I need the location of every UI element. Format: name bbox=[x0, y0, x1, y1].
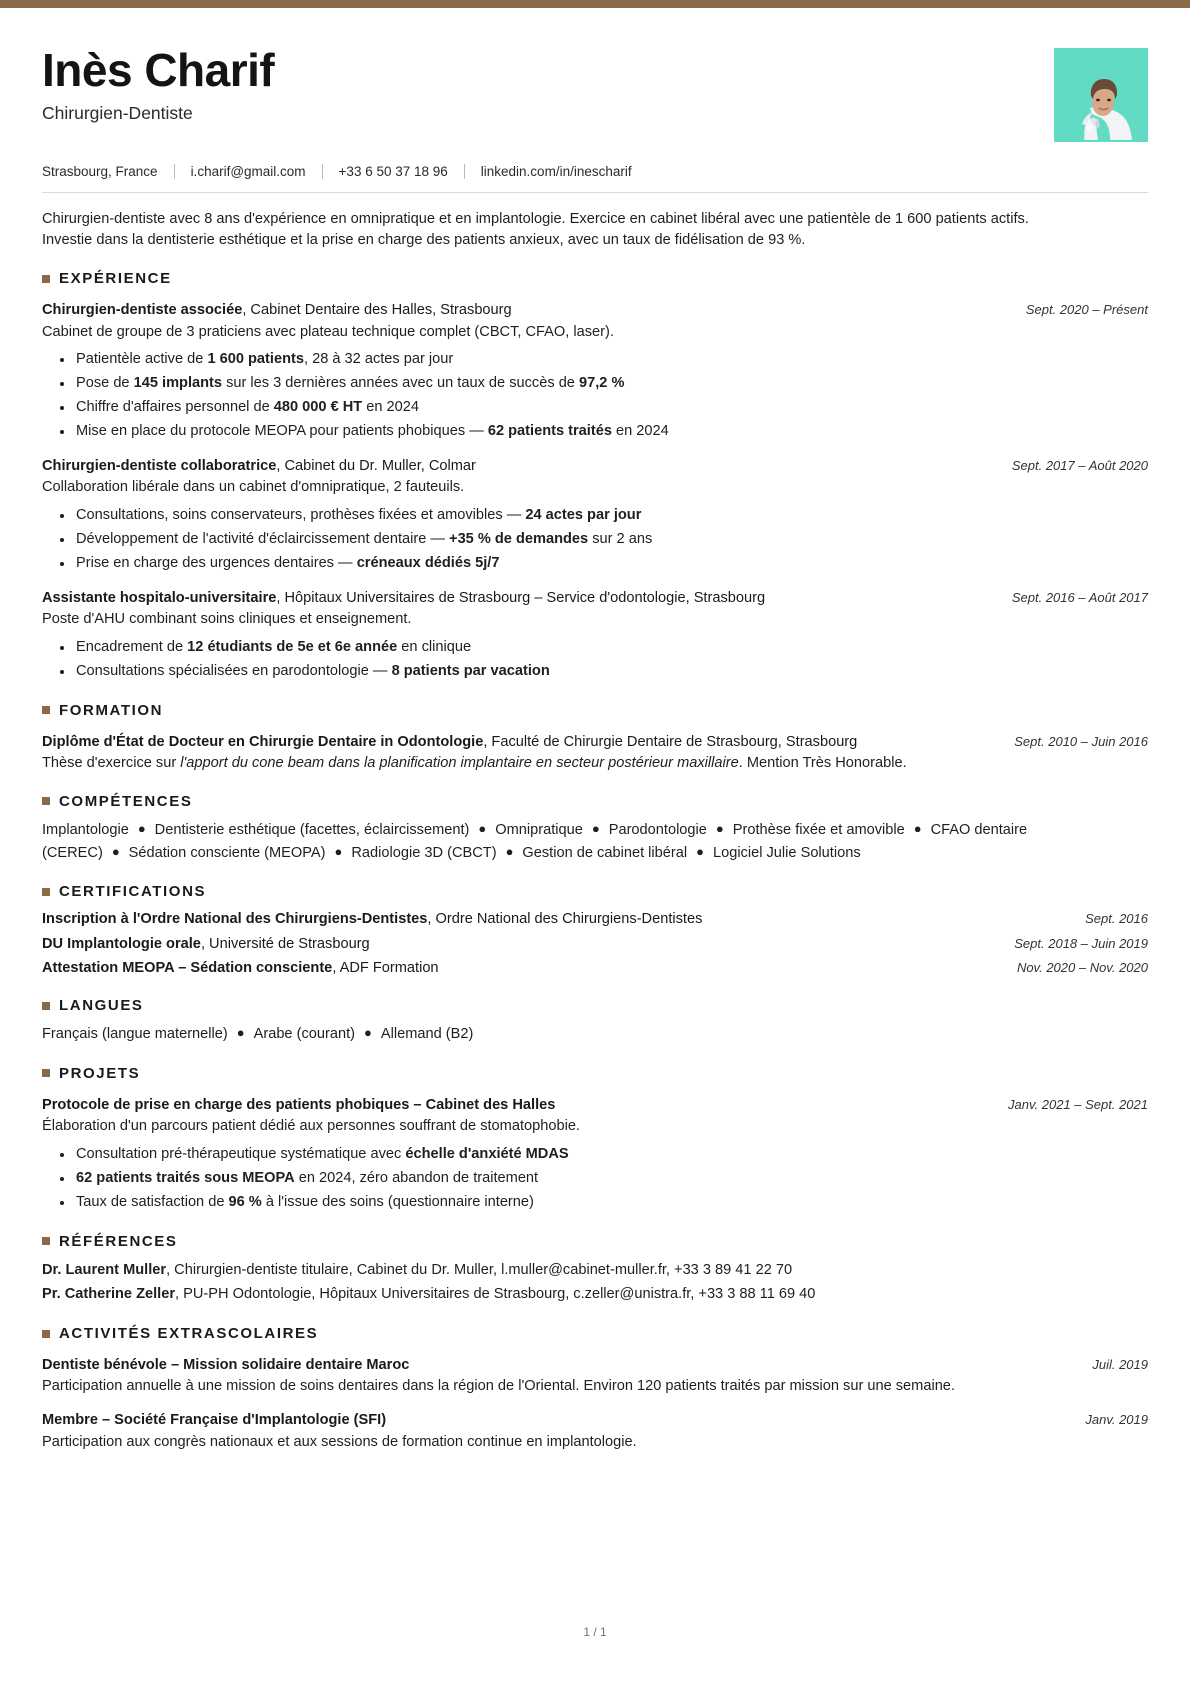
entry-org: , Hôpitaux Universitaires de Strasbourg – Service d'odontologie, Strasbourg bbox=[276, 589, 766, 606]
section-heading-extracurricular bbox=[42, 1325, 1148, 1342]
reference-details: , PU-PH Odontologie, Hôpitaux Universitaires de Strasbourg, c.zeller@unistra.fr, +33 3 88 11 69 40 bbox=[175, 1286, 816, 1303]
list-item: 62 patients traités sous MEOPA en 2024, zéro abandon de traitement bbox=[76, 1168, 1148, 1190]
section-heading-projects bbox=[42, 1065, 1148, 1082]
certification-row bbox=[42, 909, 1148, 929]
experience-entry bbox=[42, 300, 1148, 443]
certification-row bbox=[42, 934, 1148, 954]
contact-divider bbox=[174, 164, 175, 179]
list-item: Taux de satisfaction de 96 % à l'issue des soins (questionnaire interne) bbox=[76, 1192, 1148, 1214]
list-item: Prise en charge des urgences dentaires — créneaux dédiés 5j/7 bbox=[76, 553, 1148, 575]
section-heading-languages bbox=[42, 997, 1148, 1014]
entry-org: , Cabinet du Dr. Muller, Colmar bbox=[276, 458, 476, 475]
entry-header bbox=[42, 1355, 1148, 1375]
experience-entry bbox=[42, 588, 1148, 683]
certification-date: Sept. 2016 bbox=[1085, 911, 1148, 927]
dot-list-item: Implantologie bbox=[42, 821, 129, 838]
entry-date: Sept. 2017 – Août 2020 bbox=[1011, 458, 1148, 474]
professional-summary: Chirurgien-dentiste avec 8 ans d'expérience en omnipratique et en implantologie. Exercice en cabinet libéral avec une patientèle de 1 600 patients actifs. Investie dans la dentisterie esthétique et la prise en charge des patients anxieux, avec un taux de fidélisation de 93 %. bbox=[42, 211, 1029, 249]
project-title bbox=[42, 1095, 555, 1115]
thesis-suffix: . Mention Très Honorable. bbox=[738, 755, 907, 772]
dot-separator-icon: ● bbox=[111, 843, 120, 859]
section-skills bbox=[42, 793, 1148, 864]
entry-title bbox=[42, 732, 857, 752]
entry-header bbox=[42, 1095, 1148, 1115]
dot-list-item: Logiciel Julie Solutions bbox=[712, 844, 861, 861]
entry-description: Poste d'AHU combinant soins cliniques et enseignement. bbox=[42, 611, 412, 628]
certification-issuer: , ADF Formation bbox=[332, 959, 439, 976]
certification-title bbox=[42, 909, 702, 929]
entry-header bbox=[42, 732, 1148, 752]
dot-list-item: Sédation consciente (MEOPA) bbox=[128, 844, 326, 861]
reference-name: Pr. Catherine Zeller bbox=[42, 1286, 176, 1303]
activity-description: Participation aux congrès nationaux et aux sessions de formation continue en implantologie. bbox=[42, 1433, 637, 1450]
section-label: CERTIFICATIONS bbox=[59, 883, 207, 901]
entry-role: Assistante hospitalo-universitaire bbox=[42, 589, 277, 606]
list-item: Consultations spécialisées en parodontologie — 8 patients par vacation bbox=[76, 661, 1148, 683]
experience-entry bbox=[42, 456, 1148, 575]
dot-separator-icon: ● bbox=[715, 820, 724, 836]
reference-row bbox=[42, 1283, 1148, 1306]
dot-list-item: Parodontologie bbox=[608, 821, 707, 838]
section-bullet-icon bbox=[42, 1002, 50, 1010]
dot-list-item: Prothèse fixée et amovible bbox=[732, 821, 905, 838]
dot-list-item: Français (langue maternelle) bbox=[42, 1026, 228, 1043]
activity-name: Dentiste bénévole – Mission solidaire dentaire Maroc bbox=[42, 1357, 410, 1374]
resume-header bbox=[42, 40, 1148, 142]
certification-issuer: , Université de Strasbourg bbox=[200, 935, 370, 952]
dot-list-item: Radiologie 3D (CBCT) bbox=[351, 844, 497, 861]
dot-list-item: Dentisterie esthétique (facettes, éclaircissement) bbox=[154, 821, 470, 838]
page-footer bbox=[0, 1625, 1190, 1639]
activity-name: Membre – Société Française d'Implantologie (SFI) bbox=[42, 1412, 387, 1429]
list-item: Encadrement de 12 étudiants de 5e et 6e année en clinique bbox=[76, 637, 1148, 659]
avatar bbox=[1054, 48, 1148, 142]
dot-separator-icon: ● bbox=[137, 820, 146, 836]
section-bullet-icon bbox=[42, 1237, 50, 1245]
section-label: LANGUES bbox=[59, 997, 144, 1015]
section-bullet-icon bbox=[42, 1330, 50, 1338]
extracurricular-entry bbox=[42, 1410, 1148, 1452]
section-experience bbox=[42, 270, 1148, 682]
section-references bbox=[42, 1233, 1148, 1306]
certification-name: Inscription à l'Ordre National des Chirurgiens-Dentistes bbox=[42, 911, 428, 928]
school-name: , Faculté de Chirurgie Dentaire de Strasbourg, Strasbourg bbox=[483, 733, 858, 750]
section-label: PROJETS bbox=[59, 1064, 141, 1082]
dot-separator-icon: ● bbox=[505, 843, 514, 859]
header-divider bbox=[42, 192, 1148, 193]
entry-bullet-list bbox=[42, 505, 1148, 575]
education-entry bbox=[42, 732, 1148, 774]
section-certifications bbox=[42, 883, 1148, 978]
section-education bbox=[42, 702, 1148, 774]
entry-role: Chirurgien-dentiste collaboratrice bbox=[42, 458, 277, 475]
section-extracurricular bbox=[42, 1325, 1148, 1452]
contact-linkedin[interactable]: linkedin.com/in/inescharif bbox=[480, 164, 632, 179]
languages-list bbox=[42, 1023, 1052, 1046]
project-entry bbox=[42, 1095, 1148, 1214]
activity-date: Juil. 2019 bbox=[1092, 1357, 1148, 1373]
accent-top-bar bbox=[0, 0, 1190, 8]
certification-issuer: , Ordre National des Chirurgiens-Dentistes bbox=[427, 911, 703, 928]
dot-separator-icon: ● bbox=[334, 843, 343, 859]
entry-header bbox=[42, 300, 1148, 320]
dot-separator-icon: ● bbox=[364, 1025, 372, 1041]
entry-description: Cabinet de groupe de 3 praticiens avec plateau technique complet (CBCT, CFAO, laser). bbox=[42, 323, 614, 340]
contact-divider bbox=[322, 164, 323, 179]
certification-name: Attestation MEOPA – Sédation consciente bbox=[42, 959, 333, 976]
thesis-prefix: Thèse d'exercice sur bbox=[42, 755, 181, 772]
entry-header bbox=[42, 1410, 1148, 1430]
entry-date: Sept. 2016 – Août 2017 bbox=[1011, 589, 1148, 605]
reference-details: , Chirurgien-dentiste titulaire, Cabinet du Dr. Muller, l.muller@cabinet-muller.fr, +33 3 89 41 22 70 bbox=[166, 1261, 793, 1278]
entry-title bbox=[42, 456, 476, 476]
entry-title bbox=[42, 588, 765, 608]
list-item: Chiffre d'affaires personnel de 480 000 € HT en 2024 bbox=[76, 397, 1148, 419]
section-label: ACTIVITÉS EXTRASCOLAIRES bbox=[59, 1325, 319, 1343]
section-label: RÉFÉRENCES bbox=[59, 1232, 178, 1250]
page-number: 1 / 1 bbox=[583, 1625, 607, 1639]
entry-bullet-list bbox=[42, 637, 1148, 683]
reference-name: Dr. Laurent Muller bbox=[42, 1261, 167, 1278]
section-bullet-icon bbox=[42, 1069, 50, 1077]
entry-date: Sept. 2010 – Juin 2016 bbox=[1014, 733, 1148, 749]
dot-list-item: Arabe (courant) bbox=[253, 1026, 356, 1043]
entry-description: Collaboration libérale dans un cabinet d'omnipratique, 2 fauteuils. bbox=[42, 479, 465, 496]
dot-separator-icon: ● bbox=[913, 820, 922, 836]
dot-separator-icon: ● bbox=[591, 820, 600, 836]
entry-role: Chirurgien-dentiste associée bbox=[42, 302, 243, 319]
section-heading-experience bbox=[42, 270, 1148, 287]
activity-title bbox=[42, 1355, 409, 1375]
section-heading-education bbox=[42, 702, 1148, 719]
thesis-title: l'apport du cone beam dans la planification implantaire en secteur postérieur maxillaire bbox=[180, 755, 739, 772]
section-projects bbox=[42, 1065, 1148, 1214]
contact-phone[interactable]: +33 6 50 37 18 96 bbox=[338, 164, 448, 179]
project-description: Élaboration d'un parcours patient dédié aux personnes souffrant de stomatophobie. bbox=[42, 1118, 580, 1135]
certification-date: Nov. 2020 – Nov. 2020 bbox=[1016, 959, 1148, 975]
degree-name: Diplôme d'État de Docteur en Chirurgie Dentaire in Odontologie bbox=[42, 733, 484, 750]
entry-org: , Cabinet Dentaire des Halles, Strasbourg bbox=[242, 302, 512, 319]
dot-list-item: Omnipratique bbox=[495, 821, 583, 838]
contact-email[interactable]: i.charif@gmail.com bbox=[190, 164, 306, 179]
list-item: Patientèle active de 1 600 patients, 28 à 32 actes par jour bbox=[76, 349, 1148, 371]
dot-list-item: CFAO dentaire (CEREC) bbox=[42, 821, 1028, 861]
dot-separator-icon: ● bbox=[696, 843, 704, 859]
list-item: Consultations, soins conservateurs, prothèses fixées et amovibles — 24 actes par jour bbox=[76, 505, 1148, 527]
section-bullet-icon bbox=[42, 706, 50, 714]
section-label: COMPÉTENCES bbox=[59, 792, 193, 810]
contact-info bbox=[42, 164, 1148, 179]
project-name: Protocole de prise en charge des patients phobiques – Cabinet des Halles bbox=[42, 1096, 556, 1113]
portrait-photo-icon bbox=[1054, 48, 1148, 142]
section-bullet-icon bbox=[42, 797, 50, 805]
project-date: Janv. 2021 – Sept. 2021 bbox=[1008, 1096, 1148, 1112]
thesis-description bbox=[42, 753, 1148, 774]
activity-title bbox=[42, 1410, 386, 1430]
section-languages bbox=[42, 997, 1148, 1046]
section-label: FORMATION bbox=[59, 701, 164, 719]
section-label: EXPÉRIENCE bbox=[59, 270, 172, 288]
list-item: Consultation pré-thérapeutique systématique avec échelle d'anxiété MDAS bbox=[76, 1144, 1148, 1166]
dot-list-item: Allemand (B2) bbox=[380, 1026, 474, 1043]
list-item: Développement de l'activité d'éclaircissement dentaire — +35 % de demandes sur 2 ans bbox=[76, 529, 1148, 551]
section-heading-references bbox=[42, 1233, 1148, 1250]
certification-name: DU Implantologie orale bbox=[42, 935, 201, 952]
list-item: Mise en place du protocole MEOPA pour patients phobiques — 62 patients traités en 2024 bbox=[76, 421, 1148, 443]
header-text-block bbox=[42, 40, 274, 124]
project-bullet-list bbox=[42, 1144, 1148, 1214]
activity-date: Janv. 2019 bbox=[1085, 1412, 1148, 1428]
entry-bullet-list bbox=[42, 349, 1148, 443]
contact-divider bbox=[464, 164, 465, 179]
section-heading-certifications bbox=[42, 883, 1148, 900]
entry-header bbox=[42, 456, 1148, 476]
entry-title bbox=[42, 300, 512, 320]
entry-date: Sept. 2020 – Présent bbox=[1025, 302, 1148, 318]
certification-row bbox=[42, 958, 1148, 978]
skills-list bbox=[42, 819, 1052, 864]
page-title: Inès Charif bbox=[42, 44, 275, 96]
certification-title bbox=[42, 934, 370, 954]
dot-list-item: Gestion de cabinet libéral bbox=[522, 844, 688, 861]
entry-header bbox=[42, 588, 1148, 608]
dot-separator-icon: ● bbox=[236, 1025, 245, 1041]
reference-row bbox=[42, 1259, 1148, 1282]
dot-separator-icon: ● bbox=[478, 820, 487, 836]
certification-date: Sept. 2018 – Juin 2019 bbox=[1014, 935, 1148, 951]
activity-description: Participation annuelle à une mission de soins dentaires dans la région de l'Oriental. Environ 120 patients traités par mission sur une semaine. bbox=[42, 1378, 955, 1395]
certification-title bbox=[42, 958, 439, 978]
extracurricular-entry bbox=[42, 1355, 1148, 1397]
list-item: Pose de 145 implants sur les 3 dernières années avec un taux de succès de 97,2 % bbox=[76, 373, 1148, 395]
section-bullet-icon bbox=[42, 275, 50, 283]
section-heading-skills bbox=[42, 793, 1148, 810]
contact-location: Strasbourg, France bbox=[42, 164, 158, 179]
job-title: Chirurgien-Dentiste bbox=[42, 103, 193, 124]
resume-content bbox=[0, 8, 1190, 1452]
section-bullet-icon bbox=[42, 888, 50, 896]
